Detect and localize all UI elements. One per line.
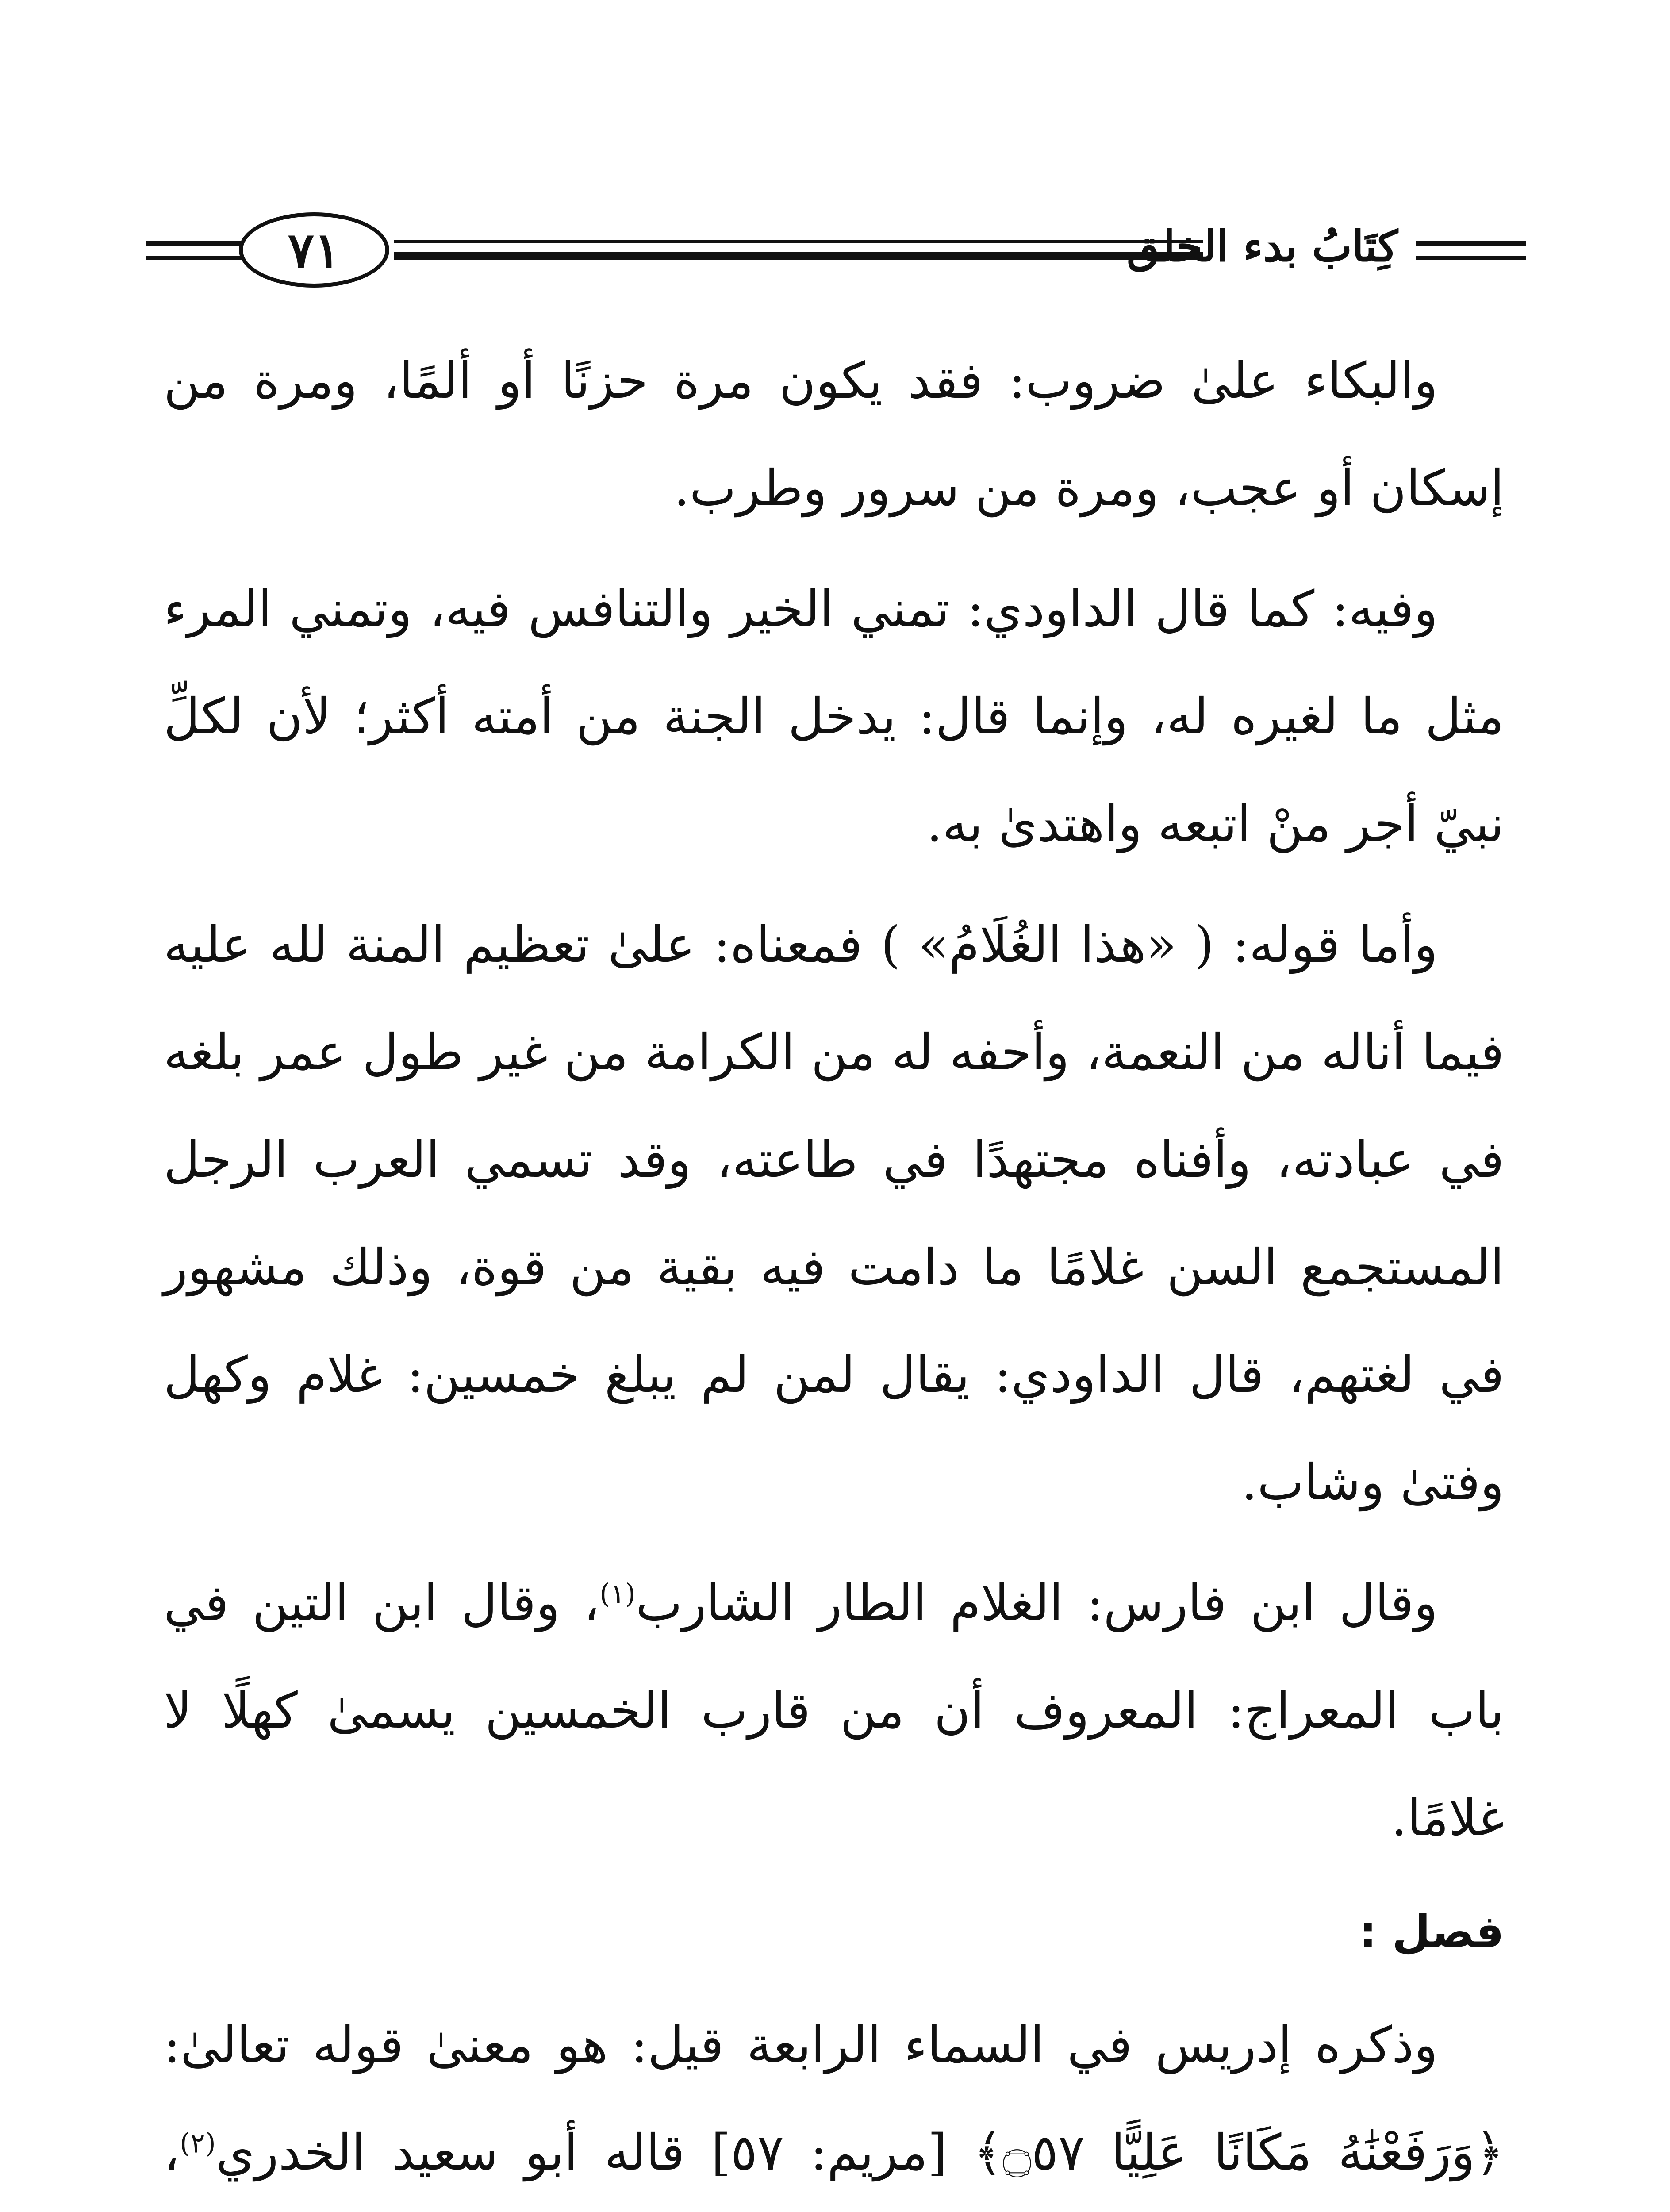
section-heading: فصل : xyxy=(1359,1906,1504,1958)
main-text xyxy=(164,327,1504,2212)
running-title: كِتَابُ بدء الخلق xyxy=(1126,221,1398,271)
paragraph: وفيه: كما قال الداودي: تمني الخير والتنافس فيه، وتمني المرء مثل ما لغيره له، وإنما قال: يدخل الجنة من أمته أكثر؛ لأن لكلِّ نبيّ أجر منْ اتبعه واهتدىٰ به. xyxy=(164,580,1504,853)
paragraph: وأما قوله: ( «هذا الغُلَامُ» ) فمعناه: علىٰ تعظيم المنة لله عليه فيما أناله من النعمة، وأحفه له من الكرامة من غير طول عمر بلغه في عبادته، وأفناه مجتهدًا في طاعته، وقد تسمي العرب الرجل المستجمع السن غلامًا ما دامت فيه بقية من قوة، وذلك مشهور في لغتهم، قال الداودي: يقال لمن لم يبلغ خمسين: غلام وكهل وفتىٰ وشاب. xyxy=(164,916,1505,1511)
page-header xyxy=(146,208,1526,296)
footnote-ref-1: (١) xyxy=(599,1577,636,1610)
paragraph-with-footnote-ref xyxy=(164,1550,1504,1872)
header-rule-thick xyxy=(394,252,1203,260)
paragraph-text: ، وقال ابن التين في باب المعراج: المعروف أن من قارب الخمسين يسمىٰ كهلًا لا غلامًا. xyxy=(164,1575,1504,1847)
footnote-ref-2: (٢) xyxy=(180,2127,216,2159)
header-rule-thin xyxy=(394,240,1203,243)
header-rule-right-2 xyxy=(1416,256,1526,260)
paragraph-text: ، xyxy=(164,2124,180,2181)
page-number: ٧١ xyxy=(288,221,341,279)
paragraph-text: وقال ابن فارس: الغلام الطار الشارب xyxy=(635,1575,1438,1632)
paragraph-with-footnote-ref xyxy=(164,1992,1504,2212)
paragraph: والبكاء علىٰ ضروب: فقد يكون مرة حزنًا أو ألمًا، ومرة من إسكان أو عجب، ومرة من سرور وطرب. xyxy=(164,352,1504,517)
page-number-frame xyxy=(239,212,389,288)
paragraph-text: وذكره إدريس في السماء الرابعة قيل: هو معنىٰ قوله تعالىٰ: ﴿وَرَفَعْنَٰهُ مَكَانًا عَلِيًّا ۝٥٧﴾ [مريم: ٥٧] قاله أبو سعيد الخدري xyxy=(164,2016,1505,2181)
header-rule-right xyxy=(1416,241,1526,246)
